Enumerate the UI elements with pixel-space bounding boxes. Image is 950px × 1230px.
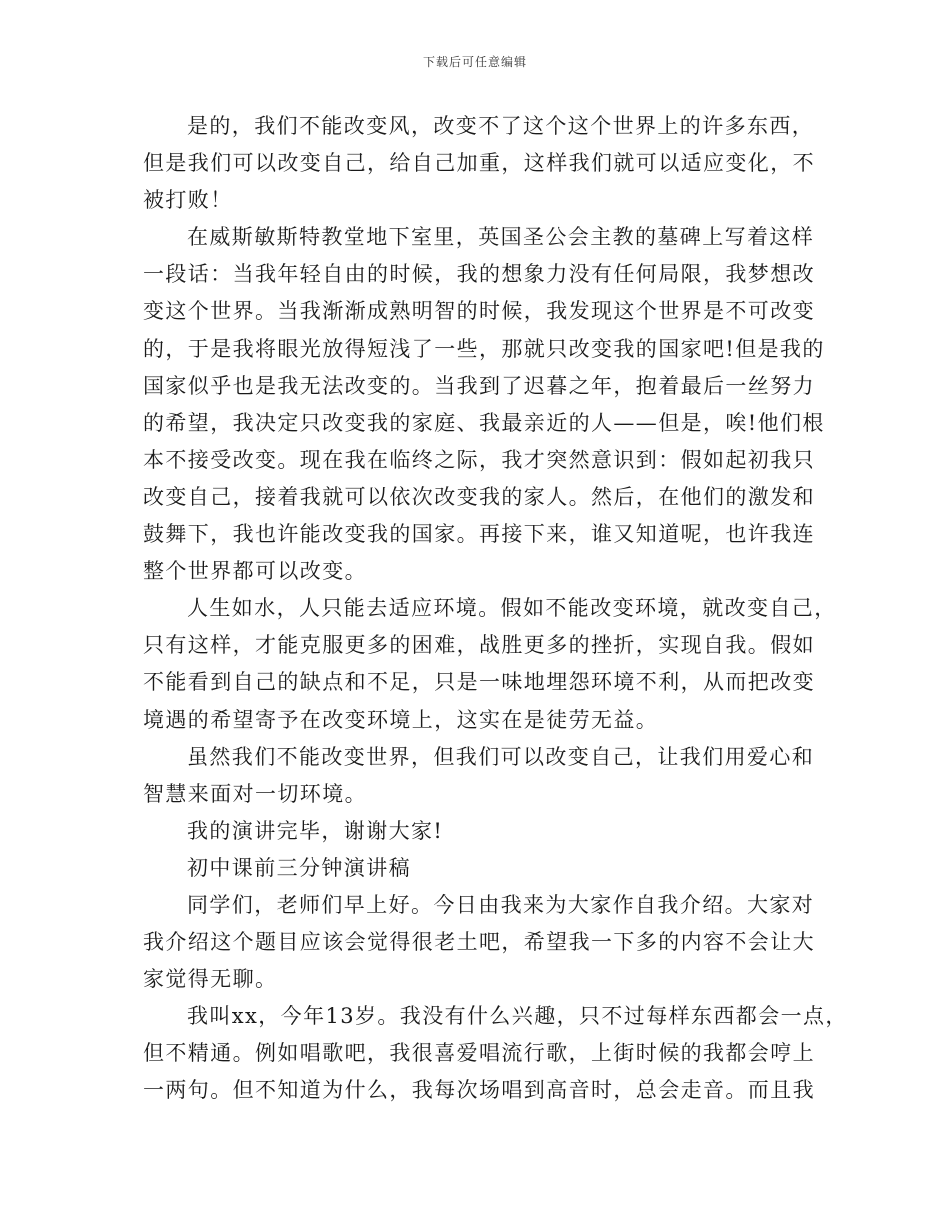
text-line: 一段话：当我年轻自由的时候，我的想象力没有任何局限，我梦想改 [143,262,815,287]
text-line: 整个世界都可以改变。 [143,559,367,584]
text-line: 我的演讲完毕，谢谢大家! [187,818,444,843]
document-body [143,108,848,1110]
text-line: 智慧来面对一切环境。 [143,781,367,806]
text-line: 的，于是我将眼光放得短浅了一些，那就只改变我的国家吧!但是我的 [143,336,825,361]
text-line: 但是我们可以改变自己，给自己加重，这样我们就可以适应变化，不 [143,151,815,176]
text-line: 同学们，老师们早上好。今日由我来为大家作自我介绍。大家对 [187,892,815,917]
text-line: 的希望，我决定只改变我的家庭、我最亲近的人——但是，唉!他们根 [143,410,825,435]
text-line: 不能看到自己的缺点和不足，只是一味地埋怨环境不利，从而把改变 [143,670,815,695]
text-line: 只有这样，才能克服更多的困难，战胜更多的挫折，实现自我。假如 [143,633,815,658]
text-line: 家觉得无聊。 [143,967,278,992]
text-line: 被打败！ [143,188,233,213]
paragraph [143,813,813,850]
text-line: 改变自己，接着我就可以依次改变我的家人。然后，在他们的激发和 [143,484,815,509]
text-line: 人生如水，人只能去适应环境。假如不能改变环境，就改变自己， [187,596,837,621]
paragraph [143,590,837,738]
page-header: 下载后可任意编辑 [422,55,527,69]
paragraph [143,998,848,1109]
paragraph [143,850,813,887]
text-line: 在威斯敏斯特教堂地下室里，英国圣公会主教的墓碑上写着这样 [187,225,815,250]
text-line: 我叫xx，今年13岁。我没有什么兴趣，只不过每样东西都会一点， [187,1004,848,1029]
text-line: 但不精通。例如唱歌吧，我很喜爱唱流行歌，上街时候的我都会哼上 [143,1041,815,1066]
paragraph [143,219,825,590]
paragraph [143,108,813,219]
text-line: 变这个世界。当我渐渐成熟明智的时候，我发现这个世界是不可改变 [143,299,815,324]
paragraph [143,739,813,813]
text-line: 一两句。但不知道为什么，我每次场唱到高音时，总会走音。而且我 [143,1078,815,1103]
text-line: 是的，我们不能改变风，改变不了这个这个世界上的许多东西， [187,114,815,138]
text-line: 初中课前三分钟演讲稿 [187,855,411,880]
text-line: 虽然我们不能改变世界，但我们可以改变自己，让我们用爱心和 [187,744,815,769]
text-line: 本不接受改变。现在我在临终之际，我才突然意识到：假如起初我只 [143,447,815,472]
text-line: 我介绍这个题目应该会觉得很老土吧，希望我一下多的内容不会让大 [143,930,815,955]
text-line: 国家似乎也是我无法改变的。当我到了迟暮之年，抱着最后一丝努力 [143,373,815,398]
text-line: 鼓舞下，我也许能改变我的国家。再接下来，谁又知道呢，也许我连 [143,522,815,547]
paragraph [143,887,813,998]
text-line: 境遇的希望寄予在改变环境上，这实在是徒劳无益。 [143,707,659,732]
